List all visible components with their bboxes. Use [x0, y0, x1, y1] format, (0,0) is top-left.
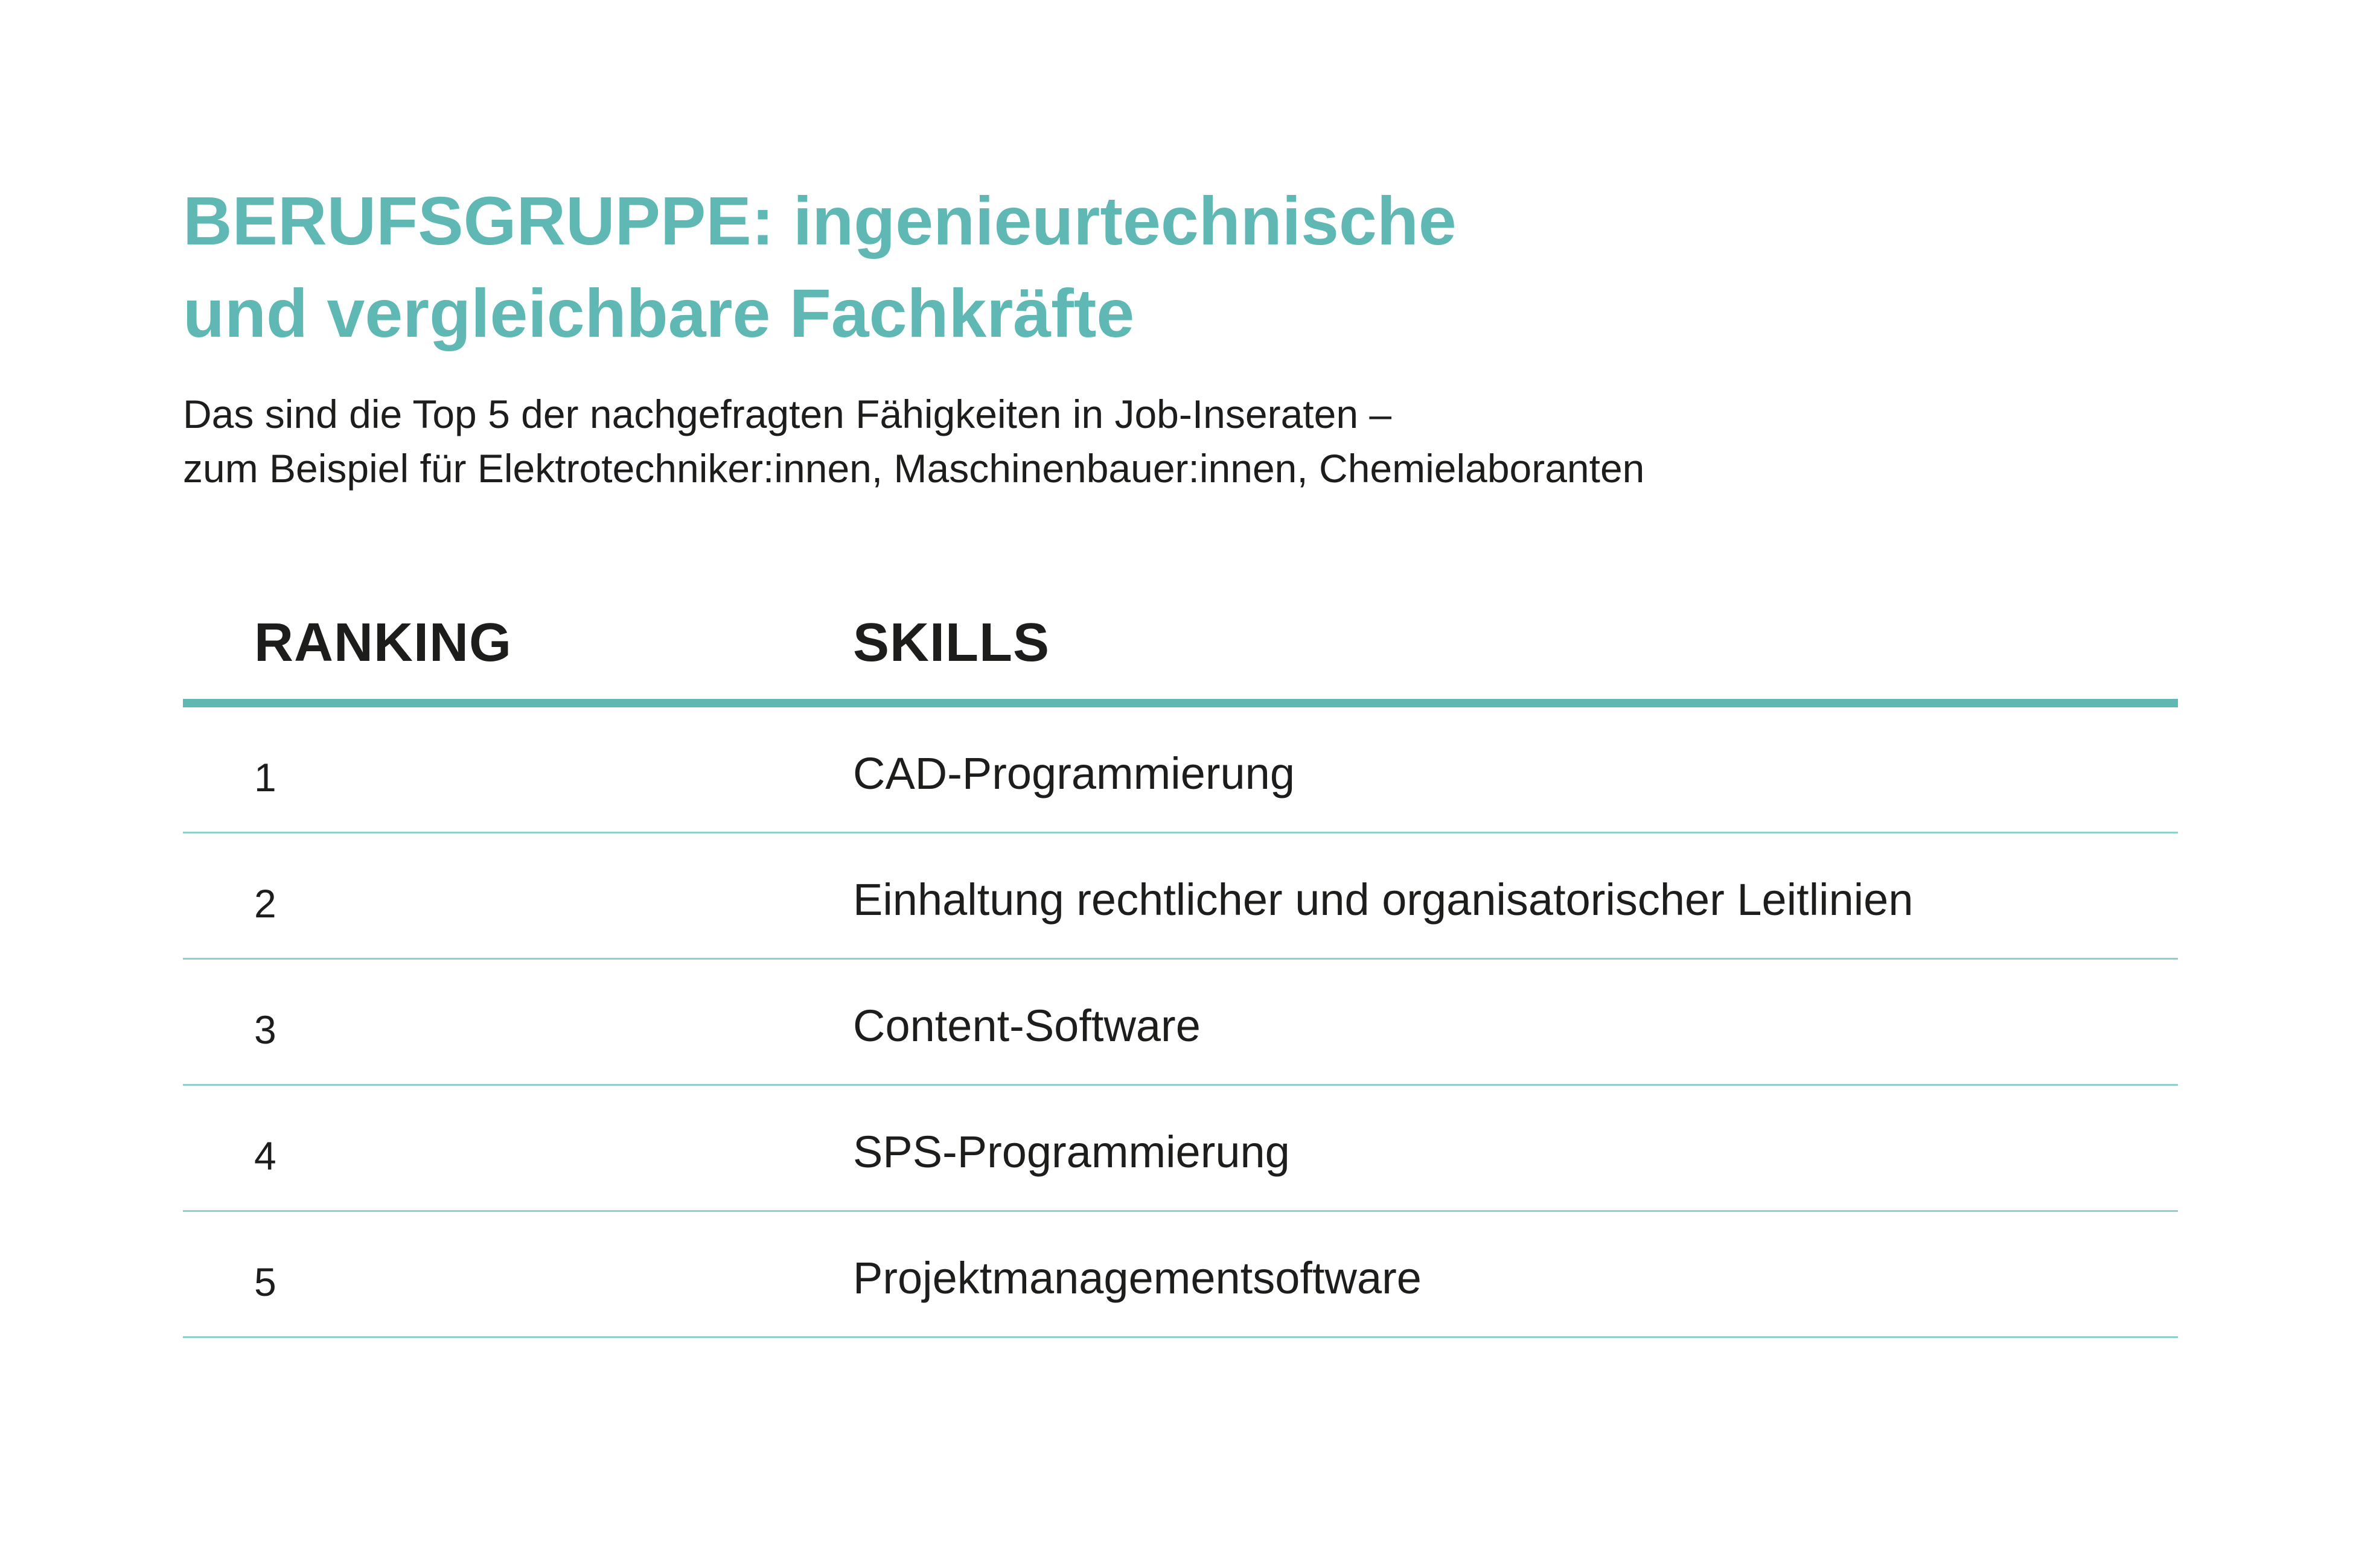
rank-cell: 5 [254, 1260, 276, 1304]
rank-cell: 2 [254, 881, 276, 926]
table-row [183, 1212, 2178, 1338]
document-page [183, 175, 2178, 1304]
table-row [183, 833, 2178, 960]
title-line-1: BERUFSGRUPPE: ingenieurtechnische [183, 183, 1457, 259]
page-title [183, 175, 2178, 360]
subtitle-line-1: Das sind die Top 5 der nachgefragten Fähigkeiten in Job-Inseraten – [183, 392, 1392, 436]
rank-cell: 1 [254, 755, 276, 800]
subtitle-line-2: zum Beispiel für Elektrotechniker:innen, Maschinenbauer:innen, Chemielaboranten [183, 446, 1645, 491]
rank-cell: 4 [254, 1133, 276, 1178]
skill-cell: CAD-Programmierung [853, 748, 1295, 798]
table-row [183, 960, 2178, 1086]
skill-cell: SPS-Programmierung [853, 1127, 1290, 1177]
skill-cell: Projektmanagementsoftware [853, 1253, 1422, 1303]
column-header-skills: SKILLS [853, 613, 1050, 673]
skill-cell: Content-Software [853, 1001, 1201, 1051]
title-line-2: und vergleichbare Fachkräfte [183, 275, 1135, 351]
skills-table [183, 598, 2178, 1338]
rank-cell: 3 [254, 1007, 276, 1052]
page-subtitle [183, 387, 2178, 496]
table-row [183, 1086, 2178, 1212]
column-header-ranking: RANKING [254, 613, 512, 673]
table-header [183, 598, 2178, 707]
table-row [183, 707, 2178, 833]
skill-cell: Einhaltung rechtlicher und organisatorischer Leitlinien [853, 875, 1914, 925]
